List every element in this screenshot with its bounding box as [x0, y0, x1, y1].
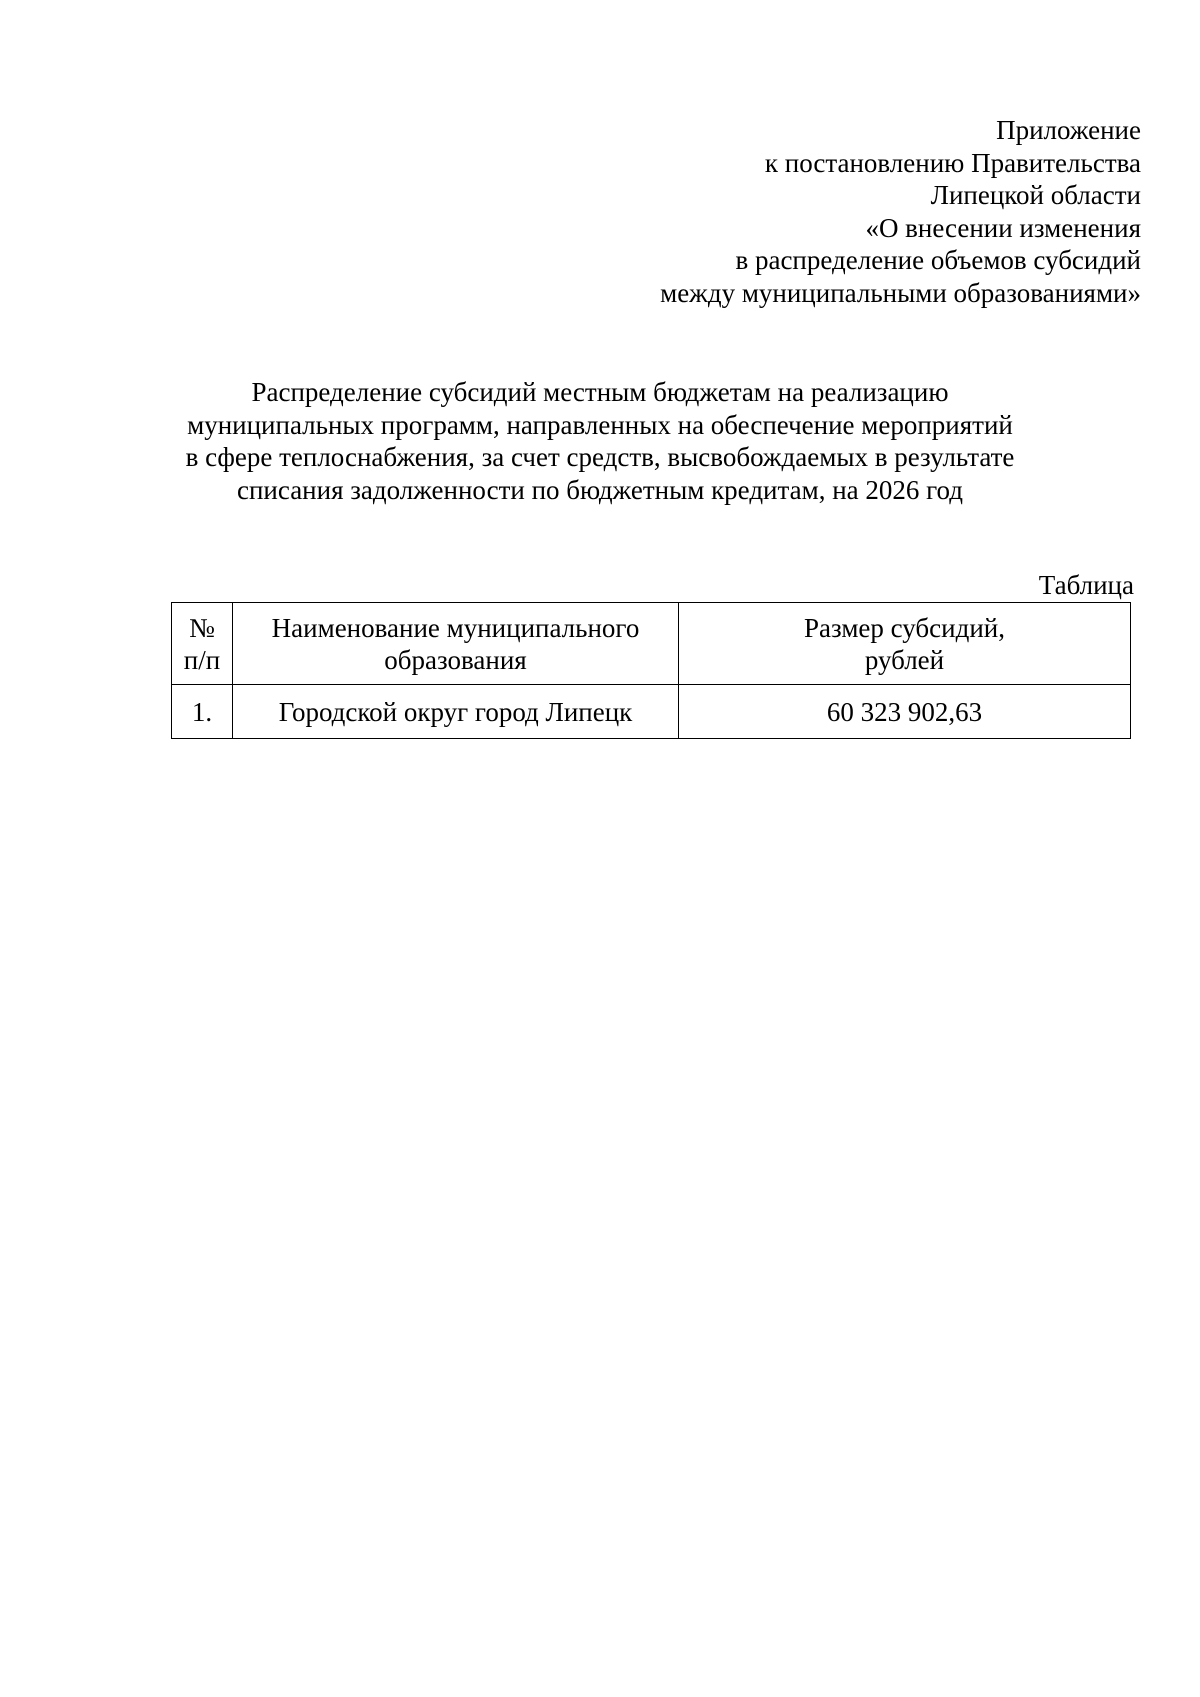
appendix-line: между муниципальными образованиями»: [660, 277, 1141, 308]
header-cell-num: [172, 603, 233, 685]
appendix-line: «О внесении изменения: [865, 212, 1141, 243]
cell-name: Городской округ город Липецк: [233, 685, 679, 739]
subsidy-table: [171, 602, 1131, 739]
appendix-block: [441, 114, 1141, 309]
header-amount-line: Размер субсидий,: [804, 612, 1005, 643]
header-num-line: №: [189, 612, 215, 643]
title-line: Распределение субсидий местным бюджетам на реализацию: [251, 377, 949, 407]
title-line: в сфере теплоснабжения, за счет средств, высвобождаемых в результате: [185, 442, 1015, 472]
table-caption: Таблица: [1038, 570, 1134, 600]
header-name-line: образования: [384, 644, 527, 675]
header-cell-amount: [679, 603, 1131, 685]
header-cell-name: [233, 603, 679, 685]
appendix-line: в распределение объемов субсидий: [735, 245, 1141, 275]
appendix-line: Липецкой области: [930, 180, 1141, 210]
document-title: [120, 376, 1080, 506]
table-row: [172, 685, 1131, 739]
table-header-row: [172, 603, 1131, 685]
appendix-line: Приложение: [996, 115, 1141, 145]
header-amount-line: рублей: [864, 644, 945, 675]
title-line: муниципальных программ, направленных на обеспечение мероприятий: [187, 409, 1013, 440]
cell-num: 1.: [172, 685, 233, 739]
header-num-line: п/п: [183, 644, 221, 675]
appendix-line: к постановлению Правительства: [764, 147, 1141, 178]
cell-amount: 60 323 902,63: [679, 685, 1131, 739]
header-name-line: Наименование муниципального: [271, 612, 640, 643]
title-line: списания задолженности по бюджетным кредитам, на 2026 год: [237, 474, 963, 505]
